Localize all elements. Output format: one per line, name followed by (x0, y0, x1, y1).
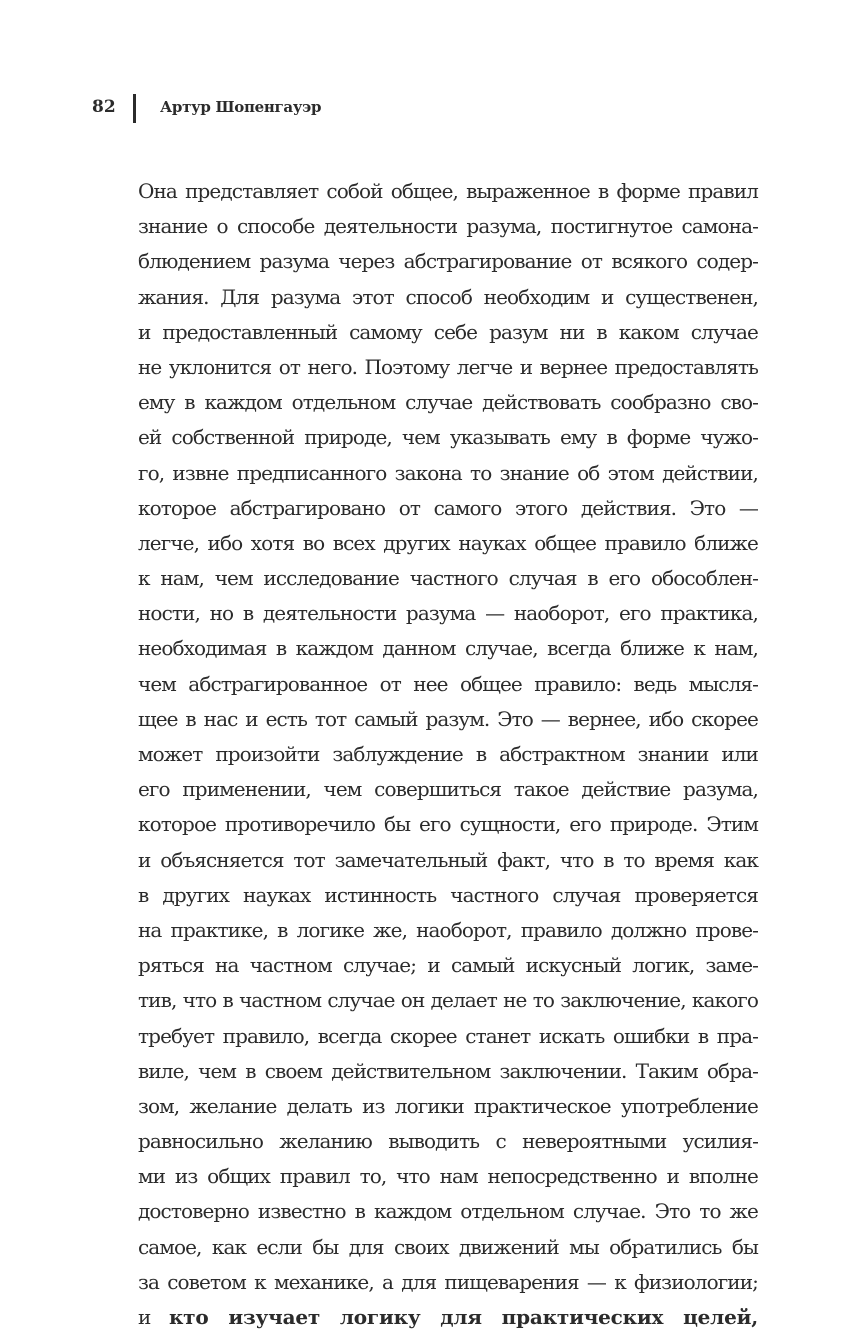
page-number: 82 (92, 97, 116, 117)
text-line: равносильно желанию выводить с невероятными усилия- (138, 1129, 758, 1154)
text-line: необходимая в каждом данном случае, всегда ближе к нам, (138, 636, 758, 661)
running-head: Артур Шопенгауэр (160, 98, 322, 116)
header-divider (133, 94, 136, 123)
text-line-plain-part: и (138, 1305, 169, 1329)
page-header (0, 94, 844, 124)
text-line: легче, ибо хотя во всех других науках общее правило ближе (138, 530, 758, 555)
text-line: зом, желание делать из логики практическое употребление (138, 1093, 758, 1118)
text-line: Она представляет собой общее, выраженное в форме правил (138, 179, 758, 203)
text-line: ей собственной природе, чем указывать ему в форме чужо- (138, 425, 758, 450)
text-line: на практике, в логике же, наоборот, правило должно прове- (138, 917, 758, 942)
text-line: виле, чем в своем действительном заключении. Таким обра- (138, 1058, 758, 1083)
text-line: ности, но в деятельности разума — наоборот, его практика, (138, 601, 758, 626)
text-line: знание о способе деятельности разума, постигнутое самона- (138, 214, 758, 239)
text-line: к нам, чем исследование частного случая в его обособлен- (138, 566, 758, 591)
text-line: не уклонится от него. Поэтому легче и вернее предоставлять (138, 354, 758, 379)
text-line: щее в нас и есть тот самый разум. Это — вернее, ибо скорее (138, 706, 758, 731)
text-line: тив, что в частном случае он делает не то заключение, какого (138, 988, 758, 1013)
text-line: самое, как если бы для своих движений мы обратились бы (138, 1234, 758, 1259)
text-line: ми из общих правил то, что нам непосредственно и вполне (138, 1164, 758, 1189)
text-line: которое абстрагировано от самого этого действия. Это — (138, 495, 758, 520)
text-line: требует правило, всегда скорее станет искать ошибки в пра- (138, 1023, 758, 1048)
text-line: жания. Для разума этот способ необходим и существенен, (138, 284, 758, 309)
text-line: его применении, чем совершиться такое действие разума, (138, 777, 758, 802)
text-line: ему в каждом отдельном случае действовать сообразно сво- (138, 390, 758, 415)
text-line: ряться на частном случае; и самый искусный логик, заме- (138, 953, 758, 978)
text-line: за советом к механике, а для пищеварения — к физиологии; (138, 1269, 758, 1294)
text-line: го, извне предписанного закона то знание об этом действии, (138, 460, 758, 485)
text-line: достоверно известно в каждом отдельном случае. Это то же (138, 1199, 758, 1224)
text-line: чем абстрагированное от нее общее правило: ведь мысля- (138, 671, 758, 696)
text-line: блюдением разума через абстрагирование от всякого содер- (138, 249, 758, 274)
text-line-bold-part: кто изучает логику для практических целей, (168, 1305, 758, 1329)
text-line: в других науках истинность частного случая проверяется (138, 882, 758, 907)
body-text (138, 174, 758, 1335)
text-line: и предоставленный самому себе разум ни в каком случае (138, 319, 758, 344)
text-line: может произойти заблуждение в абстрактном знании или (138, 742, 758, 766)
text-line: и объясняется тот замечательный факт, что в то время как (138, 847, 758, 872)
text-line: которое противоречило бы его сущности, его природе. Этим (138, 812, 758, 837)
text-line-last (138, 1300, 758, 1335)
